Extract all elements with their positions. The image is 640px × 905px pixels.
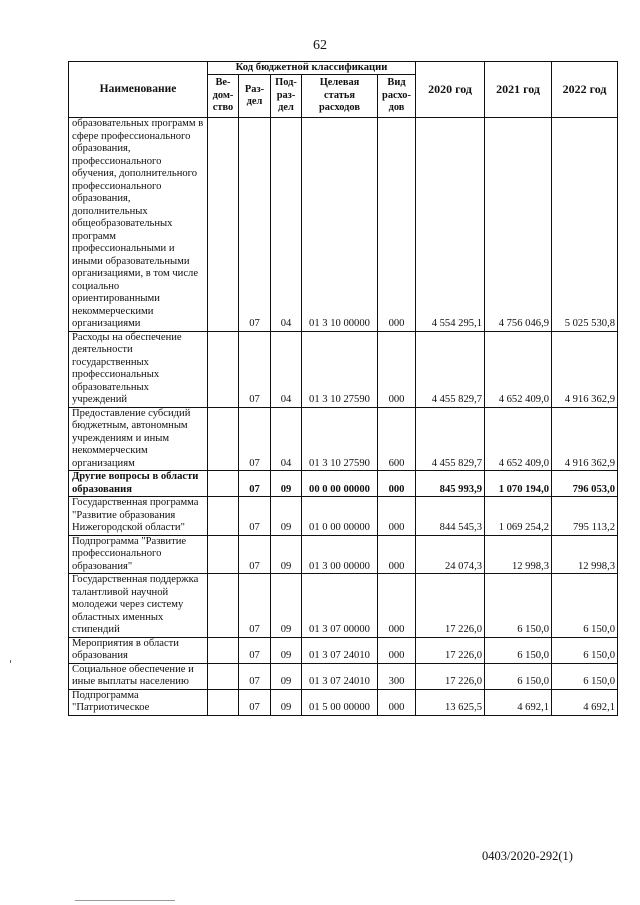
row-value-2021: 6 150,0 <box>485 574 552 638</box>
row-name: Подпрограмма "Патриотическое <box>69 689 208 715</box>
row-value-2020: 4 455 829,7 <box>416 407 485 471</box>
row-value-2020: 24 074,3 <box>416 535 485 574</box>
row-vid-raskhodov: 000 <box>378 689 416 715</box>
row-tselevaya-statya: 01 3 07 24010 <box>302 663 378 689</box>
row-vedomstvo <box>208 497 239 536</box>
row-name: Другие вопросы в области образования <box>69 471 208 497</box>
table-row <box>69 574 618 638</box>
row-name: Мероприятия в области образования <box>69 637 208 663</box>
row-value-2022: 6 150,0 <box>552 637 618 663</box>
row-name: Расходы на обеспечение деятельности государственных профессиональных образовательных учреждений <box>69 331 208 407</box>
row-value-2021: 1 070 194,0 <box>485 471 552 497</box>
row-vedomstvo <box>208 574 239 638</box>
row-tselevaya-statya: 01 3 10 27590 <box>302 407 378 471</box>
page-number: 62 <box>313 38 327 53</box>
row-vid-raskhodov: 000 <box>378 118 416 332</box>
row-value-2022: 4 692,1 <box>552 689 618 715</box>
row-tselevaya-statya: 01 3 10 00000 <box>302 118 378 332</box>
row-podrazdel: 04 <box>271 407 302 471</box>
row-vid-raskhodov: 000 <box>378 471 416 497</box>
row-razdel: 07 <box>239 689 271 715</box>
row-value-2020: 17 226,0 <box>416 637 485 663</box>
row-value-2021: 1 069 254,2 <box>485 497 552 536</box>
row-tselevaya-statya: 01 3 07 00000 <box>302 574 378 638</box>
header-vid-raskhodov: Вид расхо- дов <box>378 75 416 118</box>
row-podrazdel: 04 <box>271 118 302 332</box>
header-2022: 2022 год <box>552 62 618 118</box>
row-vedomstvo <box>208 118 239 332</box>
table-row <box>69 118 618 332</box>
row-razdel: 07 <box>239 637 271 663</box>
row-tselevaya-statya: 00 0 00 00000 <box>302 471 378 497</box>
row-vid-raskhodov: 000 <box>378 331 416 407</box>
table-row <box>69 535 618 574</box>
row-value-2022: 6 150,0 <box>552 574 618 638</box>
table-row <box>69 331 618 407</box>
row-value-2022: 4 916 362,9 <box>552 407 618 471</box>
row-razdel: 07 <box>239 407 271 471</box>
row-vid-raskhodov: 000 <box>378 574 416 638</box>
row-value-2022: 4 916 362,9 <box>552 331 618 407</box>
row-value-2021: 6 150,0 <box>485 637 552 663</box>
row-value-2020: 4 554 295,1 <box>416 118 485 332</box>
row-vid-raskhodov: 000 <box>378 637 416 663</box>
scan-artifact-line <box>75 900 175 901</box>
row-vedomstvo <box>208 663 239 689</box>
header-tselevaya-statya: Целевая статья расходов <box>302 75 378 118</box>
row-razdel: 07 <box>239 663 271 689</box>
row-vid-raskhodov: 600 <box>378 407 416 471</box>
row-value-2020: 17 226,0 <box>416 663 485 689</box>
row-tselevaya-statya: 01 3 10 27590 <box>302 331 378 407</box>
row-vedomstvo <box>208 471 239 497</box>
row-podrazdel: 09 <box>271 471 302 497</box>
row-tselevaya-statya: 01 3 07 24010 <box>302 637 378 663</box>
row-value-2020: 17 226,0 <box>416 574 485 638</box>
row-tselevaya-statya: 01 3 00 00000 <box>302 535 378 574</box>
header-classification-group: Код бюджетной классификации <box>208 62 416 75</box>
row-value-2022: 795 113,2 <box>552 497 618 536</box>
table-row <box>69 497 618 536</box>
row-tselevaya-statya: 01 5 00 00000 <box>302 689 378 715</box>
row-vid-raskhodov: 000 <box>378 497 416 536</box>
budget-table <box>68 61 618 716</box>
row-vedomstvo <box>208 637 239 663</box>
row-podrazdel: 09 <box>271 574 302 638</box>
header-podrazdel: Под- раз- дел <box>271 75 302 118</box>
row-value-2020: 845 993,9 <box>416 471 485 497</box>
row-name: Подпрограмма "Развитие профессионального образования" <box>69 535 208 574</box>
row-value-2021: 12 998,3 <box>485 535 552 574</box>
row-razdel: 07 <box>239 471 271 497</box>
row-value-2021: 4 756 046,9 <box>485 118 552 332</box>
header-vedomstvo: Ве- дом- ство <box>208 75 239 118</box>
row-vedomstvo <box>208 407 239 471</box>
table-row <box>69 663 618 689</box>
scan-artifact-dot <box>10 660 11 663</box>
row-value-2021: 4 692,1 <box>485 689 552 715</box>
header-name: Наименование <box>69 62 208 118</box>
row-razdel: 07 <box>239 118 271 332</box>
row-value-2021: 4 652 409,0 <box>485 331 552 407</box>
row-vedomstvo <box>208 535 239 574</box>
row-tselevaya-statya: 01 0 00 00000 <box>302 497 378 536</box>
row-razdel: 07 <box>239 574 271 638</box>
row-podrazdel: 09 <box>271 689 302 715</box>
document-code: 0403/2020-292(1) <box>482 849 573 863</box>
row-value-2020: 844 545,3 <box>416 497 485 536</box>
row-podrazdel: 09 <box>271 497 302 536</box>
row-name: Предоставление субсидий бюджетным, автономным учреждениям и иным некоммерческим организациям <box>69 407 208 471</box>
table-row <box>69 407 618 471</box>
row-podrazdel: 09 <box>271 663 302 689</box>
row-podrazdel: 09 <box>271 637 302 663</box>
row-podrazdel: 09 <box>271 535 302 574</box>
table-row <box>69 637 618 663</box>
row-name: Государственная поддержка талантливой научной молодежи через систему областных именных стипендий <box>69 574 208 638</box>
row-value-2022: 796 053,0 <box>552 471 618 497</box>
row-vedomstvo <box>208 331 239 407</box>
row-value-2020: 13 625,5 <box>416 689 485 715</box>
table-row <box>69 471 618 497</box>
row-name: Государственная программа "Развитие образования Нижегородской области" <box>69 497 208 536</box>
row-name: Социальное обеспечение и иные выплаты населению <box>69 663 208 689</box>
table-row <box>69 689 618 715</box>
row-vid-raskhodov: 300 <box>378 663 416 689</box>
row-value-2022: 6 150,0 <box>552 663 618 689</box>
header-razdel: Раз- дел <box>239 75 271 118</box>
row-value-2022: 5 025 530,8 <box>552 118 618 332</box>
row-razdel: 07 <box>239 497 271 536</box>
row-value-2021: 4 652 409,0 <box>485 407 552 471</box>
row-razdel: 07 <box>239 535 271 574</box>
header-2020: 2020 год <box>416 62 485 118</box>
row-value-2022: 12 998,3 <box>552 535 618 574</box>
row-vid-raskhodov: 000 <box>378 535 416 574</box>
row-name: образовательных программ в сфере профессионального образования, профессионального обучения, дополнительного профессионального образования, дополнительных общеобразовательных программ профессиональными и иными образовательными организациями, в том числе социально ориентированными некоммерческими организациями <box>69 118 208 332</box>
row-podrazdel: 04 <box>271 331 302 407</box>
row-value-2021: 6 150,0 <box>485 663 552 689</box>
row-razdel: 07 <box>239 331 271 407</box>
header-2021: 2021 год <box>485 62 552 118</box>
row-vedomstvo <box>208 689 239 715</box>
row-value-2020: 4 455 829,7 <box>416 331 485 407</box>
table-body <box>69 118 618 716</box>
